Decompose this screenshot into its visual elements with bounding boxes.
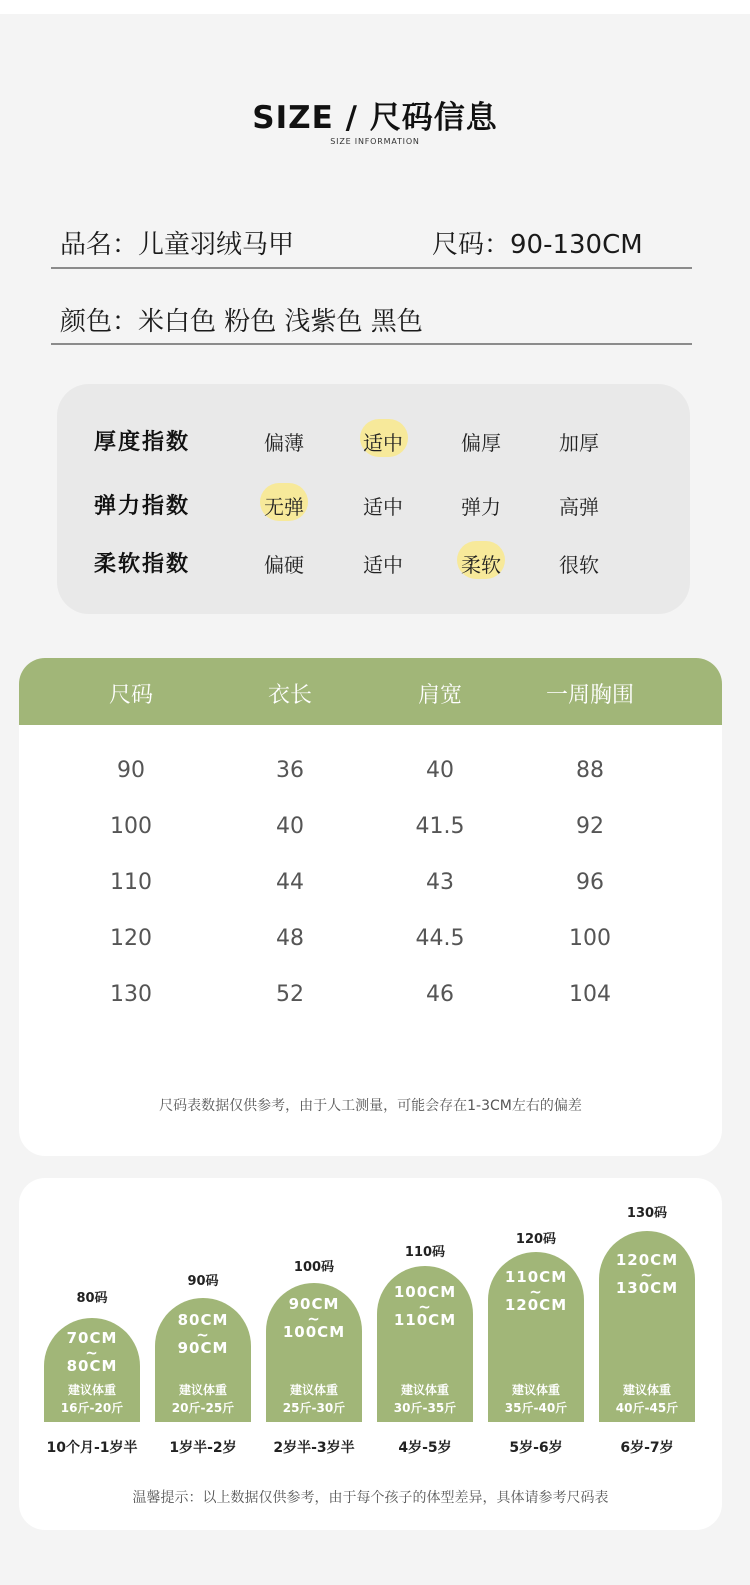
index-label: 弹力指数 bbox=[94, 494, 191, 519]
height-min: 80CM bbox=[177, 1311, 229, 1329]
page-subtitle: SIZE INFORMATION bbox=[330, 137, 420, 146]
table-cell: 46 bbox=[426, 982, 454, 1007]
product-colors: 颜色：米白色 粉色 浅紫色 黑色 bbox=[60, 307, 423, 337]
index-row-thickness bbox=[57, 419, 690, 459]
height-max: 130CM bbox=[615, 1279, 679, 1297]
arch-size-label: 90码 bbox=[187, 1274, 219, 1289]
table-cell: 44 bbox=[276, 870, 304, 895]
product-name: 品名：儿童羽绒马甲 bbox=[60, 230, 295, 260]
table-cell: 40 bbox=[426, 758, 454, 783]
weight-range: 40斤-45斤 bbox=[615, 1401, 679, 1415]
tilde: ~ bbox=[418, 1298, 432, 1316]
weight-label: 建议体重 bbox=[178, 1383, 227, 1397]
age-chart-card bbox=[19, 1178, 722, 1530]
age-label: 5岁-6岁 bbox=[509, 1440, 563, 1456]
height-max: 100CM bbox=[282, 1323, 346, 1341]
table-cell: 90 bbox=[117, 758, 145, 783]
weight-range: 25斤-30斤 bbox=[282, 1401, 346, 1415]
table-cell: 44.5 bbox=[415, 926, 465, 951]
table-cell: 40 bbox=[276, 814, 304, 839]
height-max: 110CM bbox=[393, 1311, 457, 1329]
tilde: ~ bbox=[307, 1310, 321, 1328]
column-header: 衣长 bbox=[267, 683, 312, 708]
divider bbox=[51, 343, 692, 345]
age-label: 6岁-7岁 bbox=[620, 1440, 674, 1456]
height-arch bbox=[488, 1252, 584, 1422]
height-min: 120CM bbox=[615, 1251, 679, 1269]
height-max: 80CM bbox=[66, 1357, 118, 1375]
table-cell: 48 bbox=[276, 926, 304, 951]
table-cell: 36 bbox=[276, 758, 304, 783]
height-min: 110CM bbox=[504, 1268, 568, 1286]
index-option: 高弹 bbox=[559, 495, 599, 519]
index-option: 很软 bbox=[559, 553, 599, 577]
weight-label: 建议体重 bbox=[400, 1383, 449, 1397]
table-cell: 41.5 bbox=[415, 814, 465, 839]
product-size-range: 尺码：90-130CM bbox=[432, 230, 643, 260]
index-option: 适中 bbox=[363, 495, 403, 519]
column-header: 肩宽 bbox=[417, 683, 462, 708]
measurement-note: 尺码表数据仅供参考，由于人工测量，可能会存在1-3CM左右的偏差 bbox=[159, 1098, 582, 1114]
index-label: 厚度指数 bbox=[94, 430, 191, 455]
arch-size-label: 80码 bbox=[76, 1291, 108, 1306]
table-cell: 110 bbox=[110, 870, 152, 895]
table-cell: 92 bbox=[576, 814, 604, 839]
top-band bbox=[0, 0, 750, 14]
arch-size-label: 120码 bbox=[515, 1232, 557, 1247]
table-cell: 130 bbox=[110, 982, 152, 1007]
index-option: 加厚 bbox=[559, 431, 599, 455]
column-header: 尺码 bbox=[108, 683, 153, 708]
weight-range: 16斤-20斤 bbox=[60, 1401, 124, 1415]
page-title: SIZE / 尺码信息 bbox=[252, 100, 498, 136]
index-option-selected: 无弹 bbox=[264, 495, 304, 519]
index-option: 适中 bbox=[363, 553, 403, 577]
weight-label: 建议体重 bbox=[511, 1383, 560, 1397]
height-arch bbox=[377, 1266, 473, 1422]
index-option: 偏厚 bbox=[461, 431, 501, 455]
weight-label: 建议体重 bbox=[289, 1383, 338, 1397]
arch-size-label: 100码 bbox=[293, 1260, 335, 1275]
index-option: 弹力 bbox=[461, 495, 501, 519]
age-label: 4岁-5岁 bbox=[398, 1440, 452, 1456]
table-cell: 100 bbox=[110, 814, 152, 839]
height-arch bbox=[44, 1318, 140, 1422]
index-row-softness bbox=[57, 541, 690, 581]
height-min: 90CM bbox=[288, 1295, 340, 1313]
age-label: 2岁半-3岁半 bbox=[273, 1440, 355, 1456]
index-card bbox=[57, 384, 690, 614]
size-table-card bbox=[19, 658, 722, 1156]
table-cell: 96 bbox=[576, 870, 604, 895]
index-row-elasticity bbox=[57, 483, 690, 523]
size-table-header bbox=[19, 658, 722, 725]
index-option: 偏硬 bbox=[264, 553, 304, 577]
table-cell: 88 bbox=[576, 758, 604, 783]
weight-label: 建议体重 bbox=[67, 1383, 116, 1397]
column-header: 一周胸围 bbox=[545, 683, 634, 708]
weight-label: 建议体重 bbox=[622, 1383, 671, 1397]
tilde: ~ bbox=[640, 1266, 654, 1284]
table-cell: 120 bbox=[110, 926, 152, 951]
tilde: ~ bbox=[529, 1283, 543, 1301]
weight-range: 35斤-40斤 bbox=[504, 1401, 568, 1415]
weight-range: 30斤-35斤 bbox=[393, 1401, 457, 1415]
table-cell: 100 bbox=[569, 926, 611, 951]
height-min: 100CM bbox=[393, 1283, 457, 1301]
tip-note: 温馨提示：以上数据仅供参考，由于每个孩子的体型差异，具体请参考尺码表 bbox=[132, 1490, 609, 1506]
table-cell: 52 bbox=[276, 982, 304, 1007]
index-option-selected: 适中 bbox=[363, 431, 403, 455]
index-option-selected: 柔软 bbox=[461, 553, 501, 577]
table-cell: 43 bbox=[426, 870, 454, 895]
height-arch bbox=[266, 1283, 362, 1422]
tilde: ~ bbox=[85, 1344, 99, 1362]
arch-size-label: 110码 bbox=[404, 1245, 446, 1260]
tilde: ~ bbox=[196, 1326, 210, 1344]
height-min: 70CM bbox=[66, 1329, 118, 1347]
height-arch bbox=[599, 1231, 695, 1422]
divider bbox=[51, 267, 692, 269]
index-option: 偏薄 bbox=[264, 431, 304, 455]
height-arch bbox=[155, 1298, 251, 1422]
height-max: 120CM bbox=[504, 1296, 568, 1314]
age-label: 10个月-1岁半 bbox=[46, 1440, 138, 1456]
age-label: 1岁半-2岁 bbox=[169, 1440, 237, 1456]
table-cell: 104 bbox=[569, 982, 611, 1007]
index-label: 柔软指数 bbox=[94, 552, 191, 577]
height-max: 90CM bbox=[177, 1339, 229, 1357]
weight-range: 20斤-25斤 bbox=[171, 1401, 235, 1415]
arch-size-label: 130码 bbox=[626, 1206, 668, 1221]
